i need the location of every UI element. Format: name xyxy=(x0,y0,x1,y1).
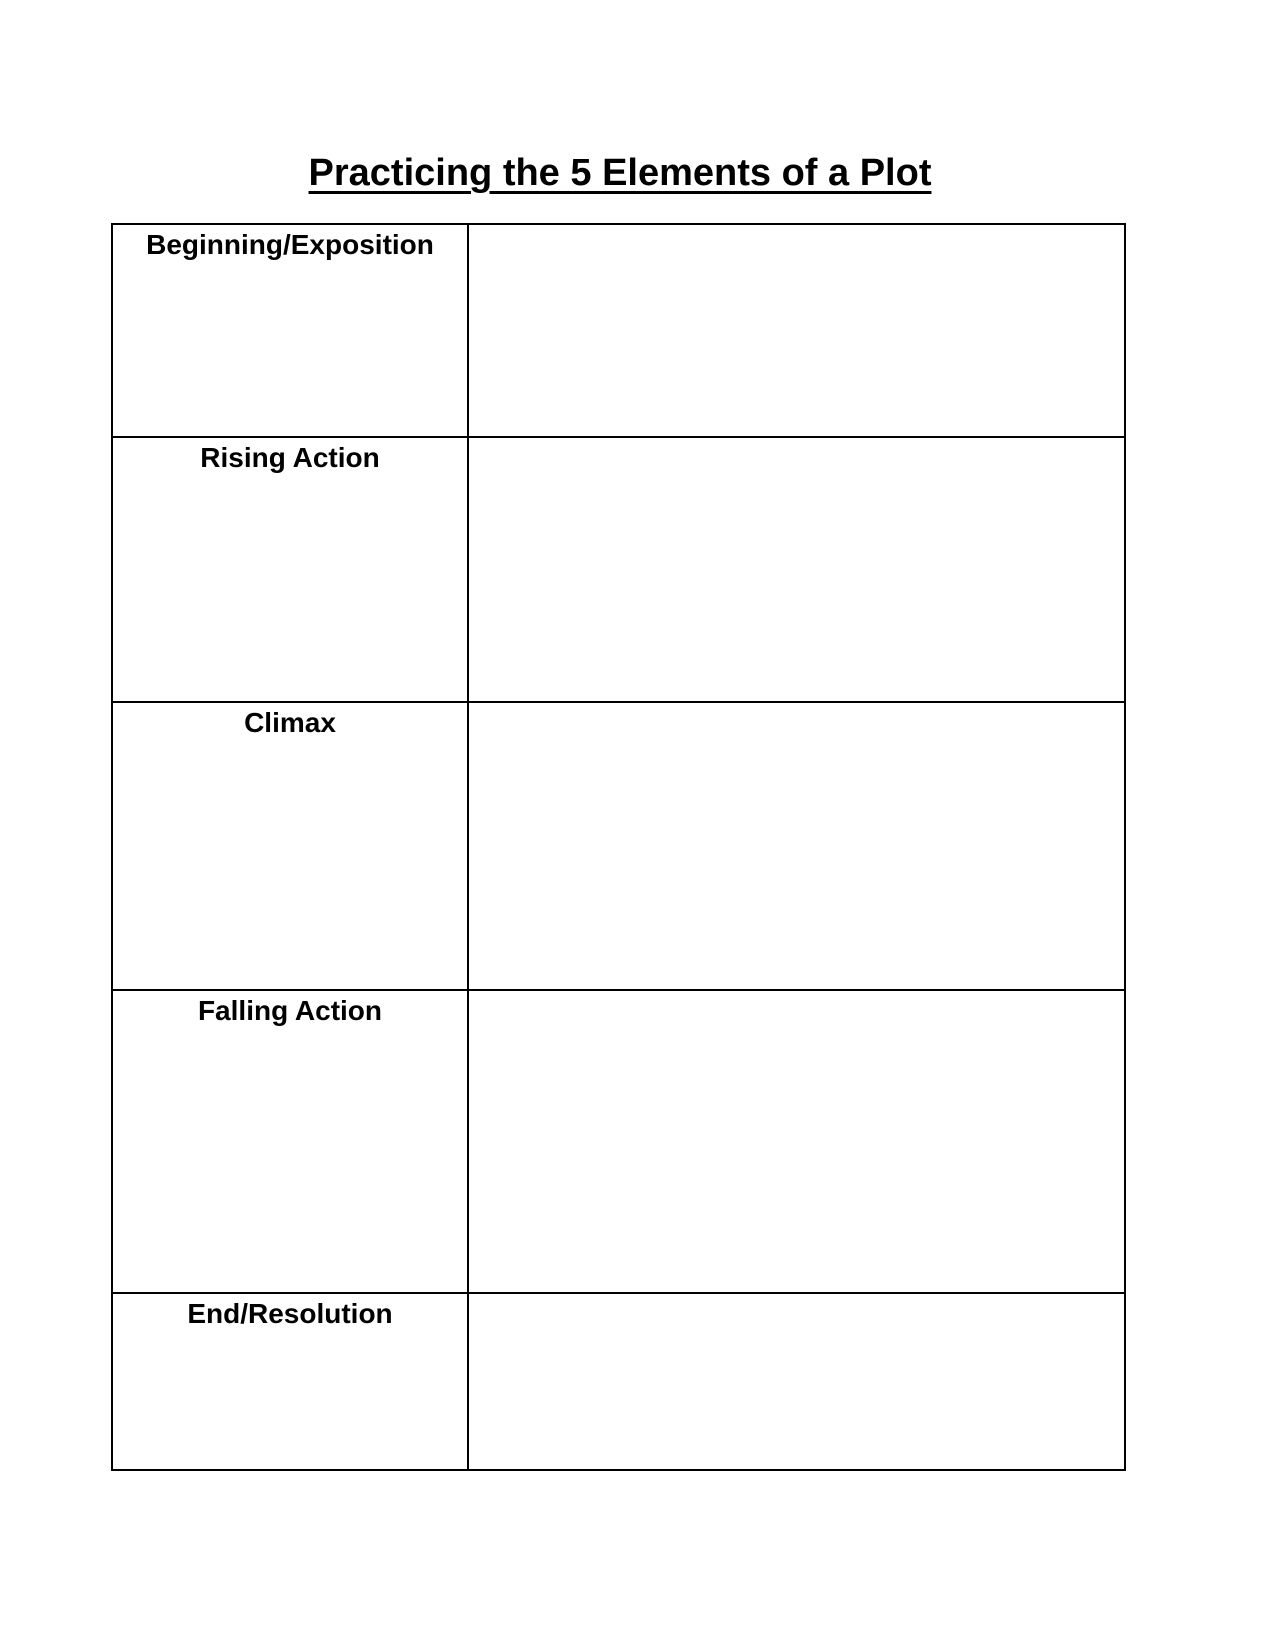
page-title: Practicing the 5 Elements of a Plot xyxy=(308,152,932,194)
row-label-cell xyxy=(112,702,468,990)
table-row xyxy=(112,1293,1125,1470)
row-label-rising-action: Rising Action xyxy=(200,442,380,473)
row-label-cell xyxy=(112,224,468,437)
row-label-cell xyxy=(112,1293,468,1470)
entry-cell-climax[interactable] xyxy=(468,702,1125,990)
entry-cell-beginning-exposition[interactable] xyxy=(468,224,1125,437)
row-label-end-resolution: End/Resolution xyxy=(187,1298,393,1329)
row-label-beginning-exposition: Beginning/Exposition xyxy=(146,229,434,260)
row-label-falling-action: Falling Action xyxy=(197,995,383,1026)
table-row xyxy=(112,224,1125,437)
table-row xyxy=(112,990,1125,1293)
row-label-cell xyxy=(112,990,468,1293)
entry-cell-falling-action[interactable] xyxy=(468,990,1125,1293)
row-label-climax: Climax xyxy=(244,707,336,738)
row-label-cell xyxy=(112,437,468,702)
entry-cell-end-resolution[interactable] xyxy=(468,1293,1125,1470)
plot-elements-table xyxy=(111,223,1126,1471)
entry-cell-rising-action[interactable] xyxy=(468,437,1125,702)
table-row xyxy=(112,437,1125,702)
table-row xyxy=(112,702,1125,990)
